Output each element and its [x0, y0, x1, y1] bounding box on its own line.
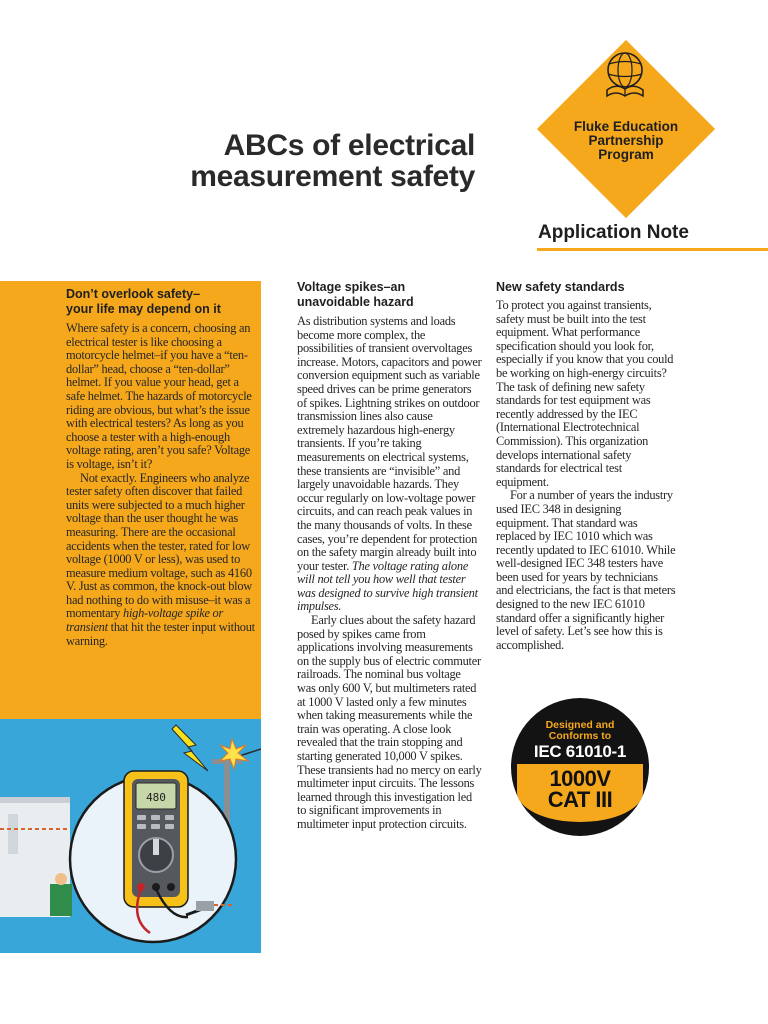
badge-rating — [511, 768, 649, 810]
iec-certification-badge — [511, 698, 649, 836]
logo-line-2: Partnership — [588, 133, 664, 148]
right-column-body — [496, 299, 676, 652]
right-paragraph-2: For a number of years the industry used IEC 348 in designing equipment. That standard was replaced by IEC 1010 which was recently updated to IEC 61010. While well-designed IEC 348 testers have been used for years by technicians and electricians, the fact is that meters designed to the new IEC 61010 standard offer a significantly higher level of safety. Let’s see how this is accomplished. — [496, 488, 676, 652]
sidebar-paragraph-2-end: that hit the tester input without warning. — [66, 620, 255, 648]
page-title-line-1: ABCs of electrical — [223, 129, 475, 162]
logo-text — [537, 120, 715, 162]
logo-line-3: Program — [598, 147, 654, 162]
right-paragraph-1: To protect you against transients, safety must be built into the test equipment. What performance specification should you look for, especially if you know that you could be working on high-energy circuits? The task of defining new safety standards for test equipment was recently addressed by the IEC (International Electrotechnical Commission). This organization develops international safety standards for electrical test equipment. — [496, 298, 674, 489]
sidebar-body — [66, 322, 258, 648]
document-type-rule — [537, 248, 768, 251]
sidebar-heading-line-2: your life may depend on it — [66, 302, 221, 316]
middle-paragraph-1-text: As distribution systems and loads become more complex, the possibilities of transient overvoltages increase. Motors, capacitors and power conversion equipment such as variable speed drives can be prime generators of spikes. Lightning strikes on outdoor transmission lines also cause extremely hazardous high-energy transients. If you’re taking measurements on electrical systems, these transients are “invisible” and largely unavoidable hazards. They occur regularly on low-voltage power circuits, and can reach peak values in the many thousands of volts. In these cases, you’re dependent for protection on the safety margin already built into your tester. — [297, 314, 482, 573]
badge-caption-line-2: Conforms to — [548, 730, 612, 742]
middle-column-body — [297, 315, 482, 832]
right-column-heading: New safety standards — [496, 280, 625, 294]
meter-reading: 480 — [146, 791, 166, 804]
globe-with-book-icon — [595, 46, 655, 106]
middle-paragraph-1-emphasis: The voltage rating alone will not tell you how well that tester was designed to survive high transient impulses. — [297, 558, 478, 614]
sidebar-paragraph-2-text: Not exactly. Engineers who analyze tester safety often discover that failed units were subjected to a much higher voltage than the user thought he was measuring. There are the occasional accidents when the tester, rated for low voltage (1000 V or less), was used to measure medium voltage, such as 4160 V. Just as common, the knock-out blow had nothing to do with misuse–it was a momentary — [66, 470, 253, 621]
sidebar-heading-line-1: Don’t overlook safety– — [66, 287, 201, 301]
page-title-line-2: measurement safety — [190, 160, 475, 193]
badge-caption-line-1: Designed and — [545, 719, 615, 731]
sidebar-paragraph-2 — [66, 472, 258, 649]
middle-heading-line-2: unavoidable hazard — [297, 294, 414, 309]
sidebar-paragraph-1: Where safety is a concern, choosing an electrical tester is like choosing a motorcycle helmet–if you have a “ten-dollar” head, choose a “ten-dollar” helmet. If you value your head, get a safe helmet. The hazards of motorcycle riding are obvious, but what’s the issue with electrical testers? As long as you choose a tester with a high-enough voltage rating, aren’t you safe? Voltage is voltage, isn’t it? — [66, 321, 252, 471]
badge-caption — [511, 720, 649, 742]
middle-column-heading — [297, 280, 497, 309]
fluke-education-logo — [537, 40, 715, 218]
badge-rating-voltage: 1000V — [549, 766, 611, 791]
middle-paragraph-1 — [297, 315, 482, 614]
middle-heading-line-1: Voltage spikes–an — [297, 280, 406, 294]
sidebar-paragraph-2-emphasis: high-voltage spike or transient — [66, 606, 224, 635]
document-type-label: Application Note — [538, 222, 689, 243]
middle-paragraph-2: Early clues about the safety hazard posed by spikes came from applications involving measurements on the supply bus of electric commuter railroads. The nominal bus voltage was only 600 V, but multimeters rated at 1000 V lasted only a few minutes when taking measurements while the train was operating. A close look revealed that the train stopping and starting generated 10,000 V spikes. These transients had no mercy on early multimeter input circuits. The lessons learned through this investigation led to significant improvements in multimeter input protection circuits. — [297, 613, 482, 831]
badge-rating-category: CAT III — [547, 787, 613, 812]
sidebar-heading — [66, 287, 256, 317]
badge-standard: IEC 61010-1 — [533, 742, 627, 761]
logo-line-1: Fluke Education — [573, 119, 679, 134]
substation-scene — [0, 719, 261, 953]
page-title — [75, 130, 475, 192]
multimeter-illustration — [0, 719, 261, 953]
